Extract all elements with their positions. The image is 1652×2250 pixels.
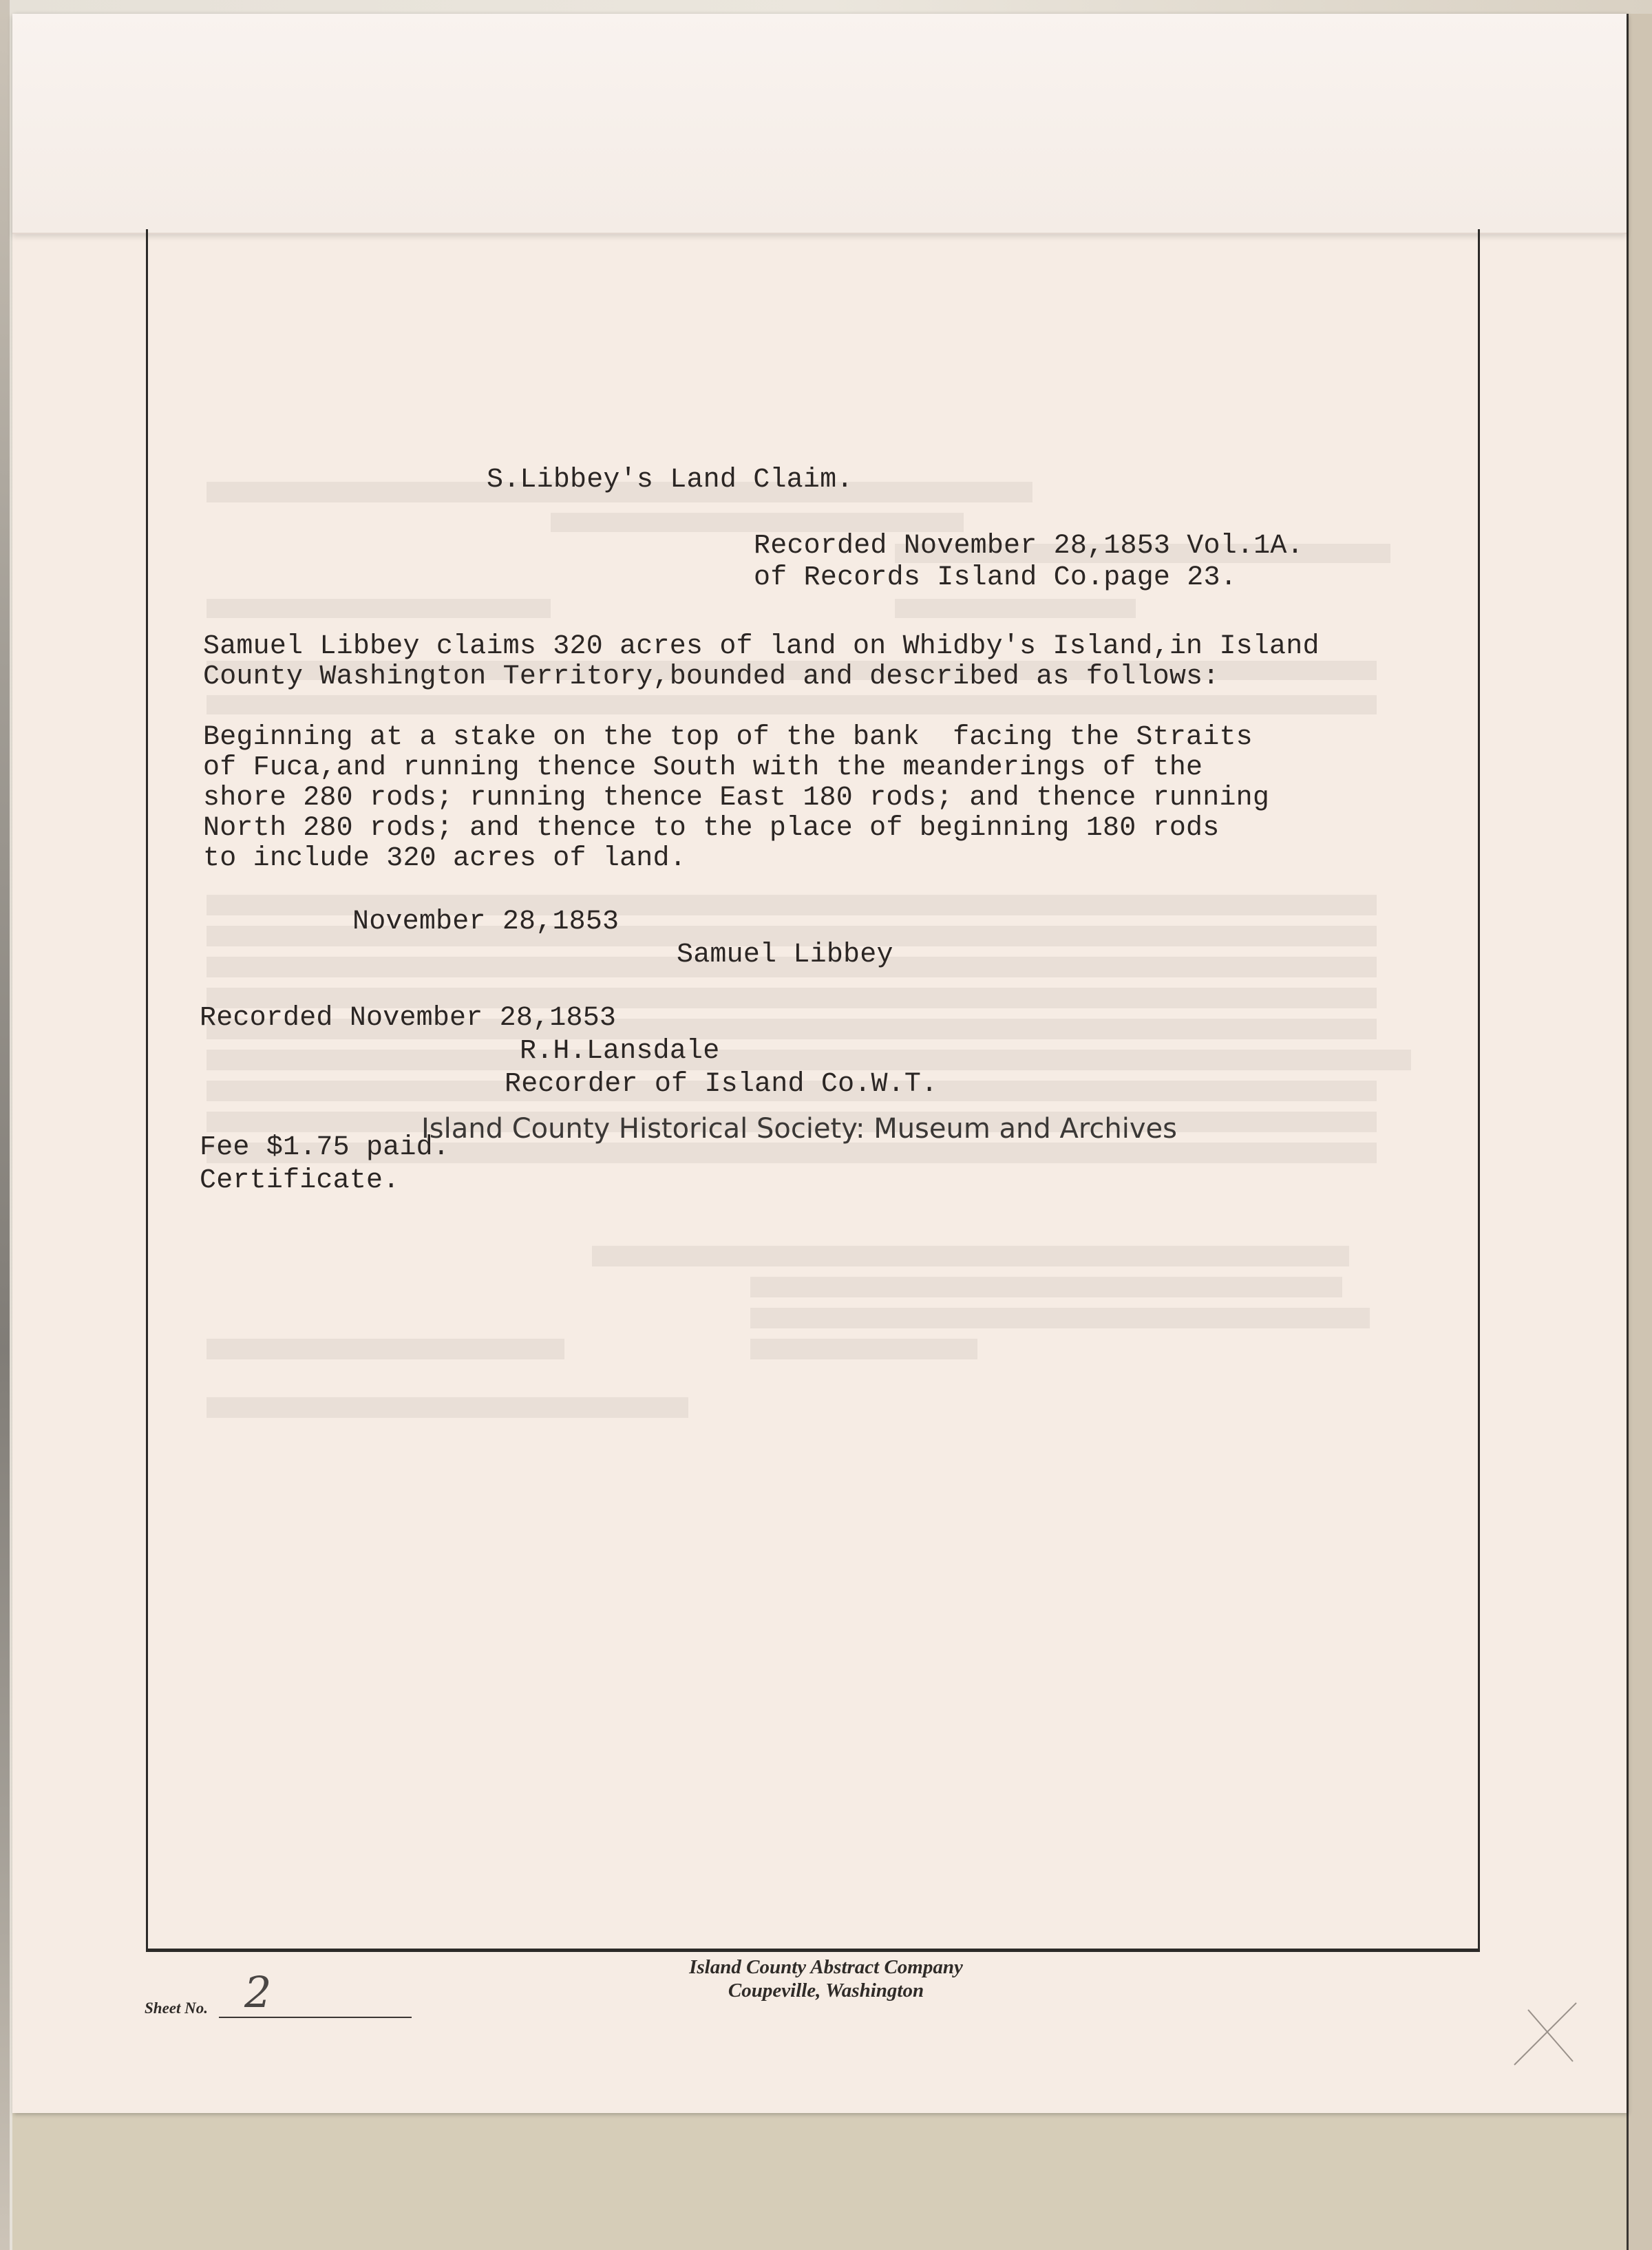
- sheet-number-label: Sheet No.: [145, 1999, 208, 2017]
- recorded-date: Recorded November 28,1853: [200, 1003, 617, 1034]
- recorder-title: Recorder of Island Co.W.T.: [505, 1069, 938, 1100]
- intro-line-1: Samuel Libbey claims 320 acres of land on Whidby's Island,in Island: [203, 631, 1320, 662]
- recorder-name: R.H.Lansdale: [520, 1036, 720, 1067]
- description-line-2: of Fuca,and running thence South with the meanderings of the: [203, 752, 1203, 783]
- certificate-note: Certificate.: [200, 1165, 400, 1196]
- description-line-5: to include 320 acres of land.: [203, 843, 686, 874]
- company-name: Island County Abstract Company: [689, 1956, 963, 1978]
- intro-line-2: County Washington Territory,bounded and described as follows:: [203, 661, 1220, 692]
- claimant-signature: Samuel Libbey: [677, 940, 893, 970]
- description-line-1: Beginning at a stake on the top of the bank facing the Straits: [203, 722, 1253, 753]
- recorded-page-line: of Records Island Co.page 23.: [754, 562, 1237, 593]
- fee-paid: Fee $1.75 paid.: [200, 1132, 450, 1163]
- recorded-volume-line: Recorded November 28,1853 Vol.1A.: [754, 531, 1304, 562]
- claim-date: November 28,1853: [352, 906, 620, 937]
- archive-watermark: Island County Historical Society: Museum and Archives: [421, 1113, 1178, 1145]
- document-title: S.Libbey's Land Claim.: [487, 465, 854, 496]
- company-location: Coupeville, Washington: [728, 1980, 924, 2002]
- description-line-4: North 280 rods; and thence to the place of beginning 180 rods: [203, 813, 1220, 844]
- pencil-x-mark: [1507, 1996, 1590, 2072]
- description-line-3: shore 280 rods; running thence East 180 rods; and thence running: [203, 783, 1270, 814]
- sheet-number-handwritten: 2: [244, 1967, 272, 2017]
